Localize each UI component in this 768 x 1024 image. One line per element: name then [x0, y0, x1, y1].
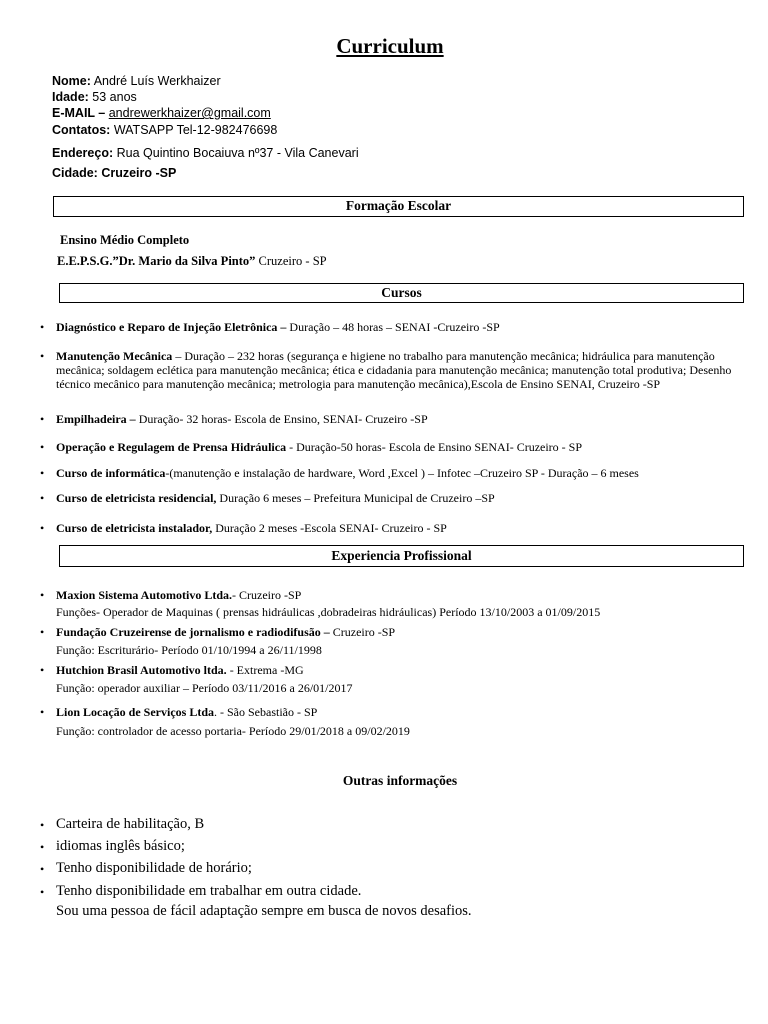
other-bullet: • [40, 885, 45, 899]
closing-statement: Sou uma pessoa de fácil adaptação sempre em busca de novos desafios. [56, 903, 472, 919]
other-item: Tenho disponibilidade de horário; [56, 860, 252, 876]
experience-company-line: Maxion Sistema Automotivo Ltda.- Cruzeiro -SP [56, 588, 302, 602]
course-item: Curso de informática-(manutenção e instalação de hardware, Word ,Excel ) – Infotec –Cruzeiro SP - Duração – 6 meses [56, 466, 639, 480]
experience-bullet: • [40, 588, 45, 602]
email-link[interactable]: andrewerkhaizer@gmail.com [108, 106, 271, 120]
age-label: Idade: [52, 90, 89, 104]
experience-role: Funções- Operador de Maquinas ( prensas hidráulicas ,dobradeiras hidráulicas) Período 13/10/2003 a 01/09/2015 [56, 605, 601, 619]
education-school-city: Cruzeiro - SP [258, 254, 327, 268]
experience-company-line: Fundação Cruzeirense de jornalismo e radiodifusão – Cruzeiro -SP [56, 625, 396, 639]
email-label: E-MAIL – [52, 106, 106, 120]
city-value: Cruzeiro -SP [101, 166, 177, 180]
experience-bullet: • [40, 663, 45, 677]
address-label: Endereço: [52, 146, 114, 160]
course-bullet: • [40, 412, 45, 426]
email-line [52, 106, 271, 120]
contacts-line [52, 123, 277, 137]
contacts-value: WATSAPP Tel-12-982476698 [113, 123, 278, 137]
age-value: 53 anos [92, 90, 137, 104]
experience-role: Função: operador auxiliar – Período 03/11/2016 a 26/01/2017 [56, 681, 353, 695]
name-line [52, 74, 221, 88]
experience-company-line: Hutchion Brasil Automotivo ltda. - Extrema -MG [56, 663, 304, 677]
age-line [52, 90, 137, 104]
education-level: Ensino Médio Completo [60, 233, 190, 247]
other-bullet: • [40, 840, 45, 854]
experience-bullet: • [40, 625, 45, 639]
course-item: Operação e Regulagem de Prensa Hidráulica - Duração-50 horas- Escola de Ensino SENAI- Cruzeiro - SP [56, 440, 583, 454]
course-bullet: • [40, 320, 45, 334]
course-item: Curso de eletricista residencial, Duração 6 meses – Prefeitura Municipal de Cruzeiro –SP [56, 491, 495, 505]
address-line [52, 146, 359, 160]
section-education-header: Formação Escolar [53, 196, 744, 217]
other-item: idiomas inglês básico; [56, 838, 185, 854]
other-bullet: • [40, 862, 45, 876]
course-bullet: • [40, 466, 45, 480]
section-other-header: Outras informações [342, 773, 458, 788]
name-label: Nome: [52, 74, 91, 88]
city-line [52, 166, 176, 180]
experience-role: Função: Escriturário- Período 01/10/1994 a 26/11/1998 [56, 643, 322, 657]
city-label: Cidade: [52, 166, 98, 180]
other-item: Tenho disponibilidade em trabalhar em outra cidade. [56, 883, 362, 899]
course-item: Diagnóstico e Reparo de Injeção Eletrônica – Duração – 48 horas – SENAI -Cruzeiro -SP [56, 320, 500, 334]
other-bullet: • [40, 818, 45, 832]
course-item: Curso de eletricista instalador, Duração 2 meses -Escola SENAI- Cruzeiro - SP [56, 521, 447, 535]
other-item: Carteira de habilitação, B [56, 816, 205, 832]
course-bullet: • [40, 440, 45, 454]
experience-company-line: Lion Locação de Serviços Ltda. - São Sebastião - SP [56, 705, 318, 719]
experience-role: Função: controlador de acesso portaria- Período 29/01/2018 a 09/02/2019 [56, 724, 410, 738]
course-item: Empilhadeira – Duração- 32 horas- Escola de Ensino, SENAI- Cruzeiro -SP [56, 412, 428, 426]
course-bullet: • [40, 491, 45, 505]
education-school-line [57, 254, 327, 269]
section-courses-header: Cursos [59, 283, 744, 303]
document-title: Curriculum [336, 34, 444, 58]
experience-bullet: • [40, 705, 45, 719]
name-value: André Luís Werkhaizer [93, 74, 221, 88]
course-bullet: • [40, 349, 45, 363]
address-value: Rua Quintino Bocaiuva nº37 - Vila Canevari [116, 146, 359, 160]
course-bullet: • [40, 521, 45, 535]
contacts-label: Contatos: [52, 123, 111, 137]
course-item: Manutenção Mecânica – Duração – 232 horas (segurança e higiene no trabalho para manutenção mecânica; hidráulica para manutenção mecânica; soldagem eclética para manutenção mecânica; ética e cidadania para manutenção mecânica; manutenção total produtiva; Desenho técnico mecânico para manutenção mecânica; metrologia para manutenção mecânica),Escola de Ensino SENAI, Cruzeiro -SP [56, 349, 732, 391]
section-experience-header: Experiencia Profissional [59, 545, 744, 567]
education-school: E.E.P.S.G.”Dr. Mario da Silva Pinto” [57, 254, 256, 268]
